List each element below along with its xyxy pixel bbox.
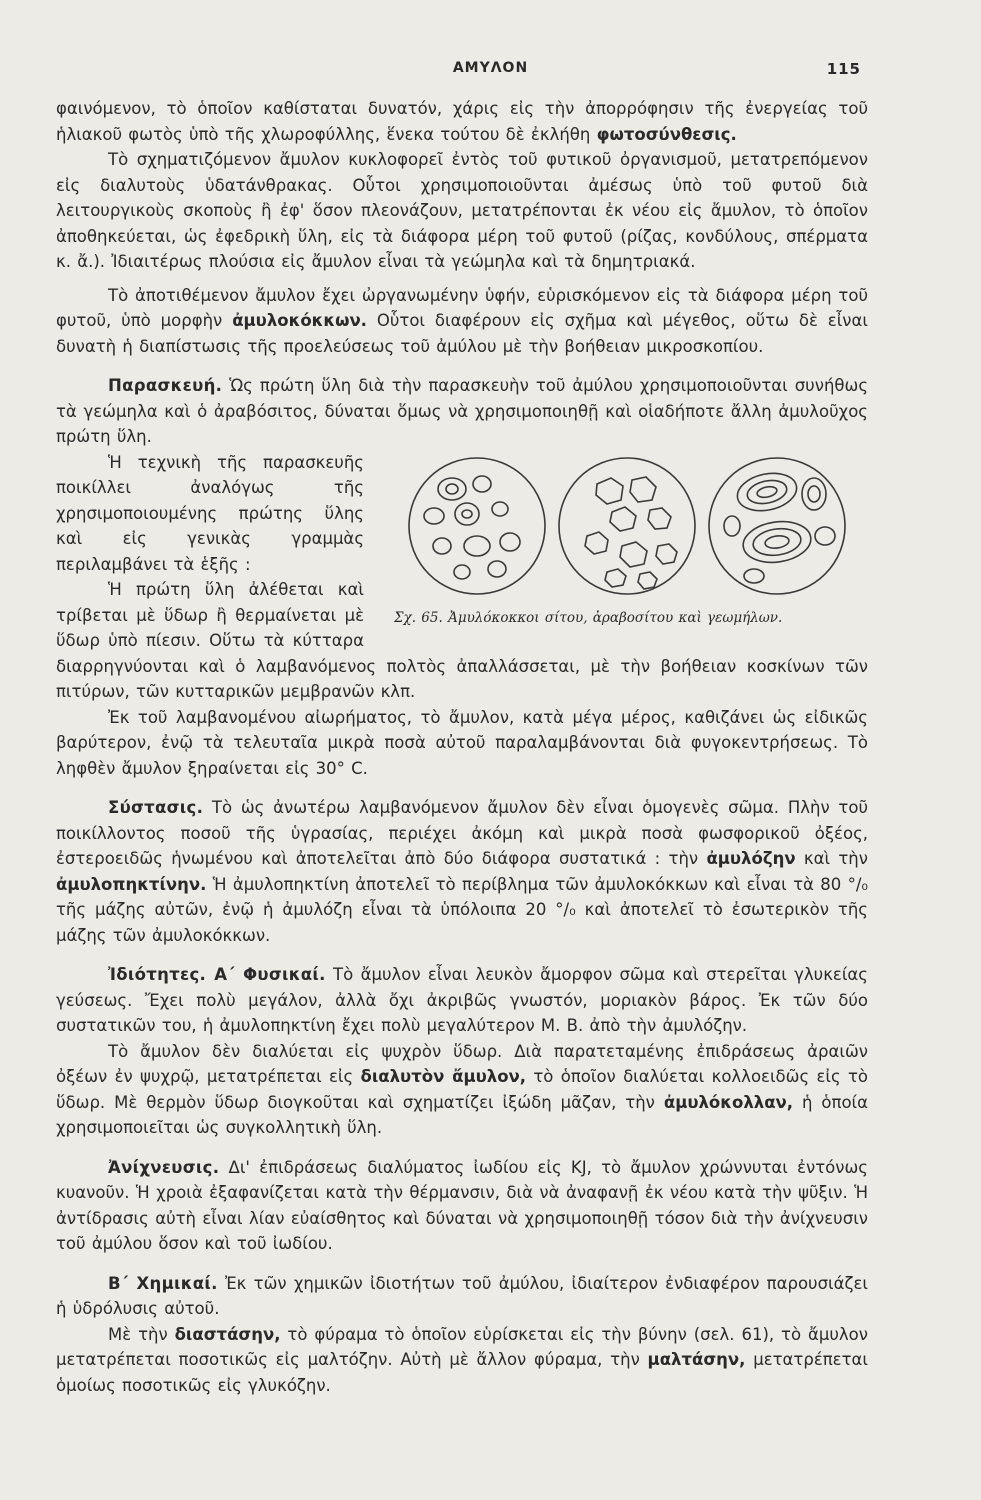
starch-granules-illustration: [382, 454, 882, 604]
paragraph-composition: Σύστασις. Τὸ ὡς ἀνωτέρω λαμβανόμενον ἄμυλον δὲν εἶναι ὁμογενὲς σῶμα. Πλὴν τοῦ ποικίλλοντος ποσοῦ τῆς ὑγρασίας, περιέχει ἀκόμη καὶ μικρὰ ποσὰ φωσφορικοῦ ὀξέος, ἐστεροειδῶς ἡνωμένου καὶ ἀποτελεῖται ἀπὸ δύο διάφορα συστατικά : τὴν ἀμυλόζην καὶ τὴν ἀμυλοπηκτίνην. Ἡ ἀμυλοπηκτίνη ἀποτελεῖ τὸ περίβλημα τῶν ἀμυλοκόκκων καὶ εἶναι τὰ 80 °/₀ τῆς μάζης αὐτῶν, ἐνῷ ἡ ἀμυλόζη εἶναι τὰ ὑπόλοιπα 20 °/₀ καὶ ἀποτελεῖ τὸ ἐσωτερικὸν τῆς μάζης τῶν ἀμυλοκόκκων.: [56, 798, 868, 945]
paragraph-grinding: Ἡ πρώτη ὕλη ἀλέθεται καὶ τρίβεται μὲ ὕδωρ ἢ θερμαίνεται μὲ ὕδωρ ὑπὸ πίεσιν. Οὕτω τὰ κύτταρα διαρρηγνύονται καὶ ὁ λαμβανόμενος πολτὸς ἀπαλλάσσεται, μὲ τὴν βοήθειαν κοσκίνων τῶν πιτύρων, τῶν κυτταρικῶν μεμβρανῶν κλπ.: [56, 580, 868, 701]
section-heading-chemical: Β΄ Χημικαί.: [108, 1273, 218, 1293]
term-soluble-starch: διαλυτὸν ἄμυλον,: [360, 1067, 527, 1086]
term-photosynthesis: φωτοσύνθεσις.: [596, 124, 737, 144]
paragraph-technique: Ἡ τεχνικὴ τῆς παρασκευῆς ποικίλλει ἀναλόγως τῆς χρησιμοποιουμένης πρώτης ὕλης καὶ εἰς γενικὰς γραμμὰς περιλαμβάνει τὰ ἑξῆς :: [56, 452, 364, 574]
term-amylose: ἀμυλόζην: [706, 849, 796, 868]
section-heading-preparation: Παρασκευή.: [108, 376, 223, 395]
paragraph-hydrolysis: Μὲ τὴν διαστάσην, τὸ φύραμα τὸ ὁποῖον εὑρίσκεται εἰς τὴν βύνην (σελ. 61), τὸ ἄμυλον μετατρέπεται ποσοτικῶς εἰς μαλτόζην. Αὐτὴ μὲ ἄλλον φύραμα, τὴν μαλτάσην, μετατρέπεται ὁμοίως ποσοτικῶς εἰς γλυκόζην.: [56, 1324, 868, 1395]
running-title: ΑΜΥΛΟΝ: [452, 60, 529, 76]
figure-starch-granules: [382, 454, 882, 644]
paragraph-1: φαινόμενον, τὸ ὁποῖον καθίσταται δυνατόν, χάρις εἰς τὴν ἀπορρόφησιν τῆς ἐνεργείας τοῦ ἡλιακοῦ φωτὸς ὑπὸ τῆς χλωροφύλλης, ἕνεκα τούτου δὲ ἐκλήθη φωτοσύνθεσις.: [56, 99, 868, 144]
page-body: [56, 96, 868, 1398]
term-amylopectin: ἀμυλοπηκτίνην.: [56, 874, 207, 894]
paragraph-solubility: Τὸ ἄμυλον δὲν διαλύεται εἰς ψυχρὸν ὕδωρ. Διὰ παρατεταμένης ἐπιδράσεως ἀραιῶν ὀξέων ἐν ψυχρῷ, μετατρέπεται εἰς διαλυτὸν ἄμυλον, τὸ ὁποῖον διαλύεται κολλοειδῶς εἰς τὸ ὕδωρ. Μὲ θερμὸν ὕδωρ διογκοῦται καὶ σχηματίζει ἰξώδη μᾶζαν, τὴν ἀμυλόκολλαν, ἡ ὁποία χρησιμοποιεῖται ὡς συγκολλητικὴ ὕλη.: [56, 1041, 869, 1137]
term-starch-granules: ἀμυλοκόκκων.: [232, 311, 367, 330]
page-header: [0, 60, 981, 84]
wheat-granules-circle: [409, 458, 545, 594]
maize-granules-circle: [559, 458, 695, 594]
paragraph-preparation: Παρασκευή. Ὡς πρώτη ὕλη διὰ τὴν παρασκευὴν τοῦ ἀμύλου χρησιμοποιοῦνται συνήθως τὰ γεώμηλα καὶ ὁ ἀραβόσιτος, δύναται ὅμως νὰ χρησιμοποιηθῇ καὶ οἱαδήποτε ἄλλη ἀμυλοῦχος πρώτη ὕλη.: [56, 376, 868, 446]
term-diastase: διαστάσην,: [174, 1324, 281, 1344]
paragraph-2: Τὸ σχηματιζόμενον ἄμυλον κυκλοφορεῖ ἐντὸς τοῦ φυτικοῦ ὀργανισμοῦ, μετατρεπόμενον εἰς διαλυτοὺς ὑδατάνθρακας. Οὗτοι χρησιμοποιοῦνται ἀμέσως ὑπὸ τοῦ φυτοῦ διὰ λειτουργικοὺς σκοποὺς ἢ ἐφ' ὅσον πλεονάζουν, μετατρέπονται ἐκ νέου εἰς ἄμυλον, τὸ ὁποῖον ἀποθηκεύεται, ὡς ἐφεδρικὴ ὕλη, εἰς τὰ διάφορα μέρη τοῦ φυτοῦ (ρίζας, κονδύλους, σπέρματα κ. ἄ.). Ἰδιαιτέρως πλούσια εἰς ἄμυλον εἶναι τὰ γεώμηλα καὶ τὰ δημητριακά.: [56, 150, 868, 271]
figure-caption: Σχ. 65. Ἀμυλόκοκκοι σίτου, ἀραβοσίτου καὶ γεωμήλων.: [394, 609, 783, 626]
paragraph-suspension: Ἐκ τοῦ λαμβανομένου αἰωρήματος, τὸ ἄμυλον, κατὰ μέγα μέρος, καθιζάνει ὡς εἰδικῶς βαρύτερον, ἐνῷ τὰ τελευταῖα μικρὰ ποσὰ αὐτοῦ παραλαμβάνονται διὰ φυγοκεντρήσεως. Τὸ ληφθὲν ἄμυλον ξηραίνεται εἰς 30° C.: [56, 707, 868, 778]
paragraph-3: Τὸ ἀποτιθέμενον ἄμυλον ἔχει ὠργανωμένην ὑφήν, εὑρισκόμενον εἰς τὰ διάφορα μέρη τοῦ φυτοῦ, ὑπὸ μορφὴν ἀμυλοκόκκων. Οὗτοι διαφέρουν εἰς σχῆμα καὶ μέγεθος, οὕτω δὲ εἶναι δυνατὴ ἡ διαπίστωσις τῆς προελεύσεως τοῦ ἀμύλου μὲ τὴν βοήθειαν μικροσκοπίου.: [56, 285, 868, 356]
term-maltase: μαλτάσην,: [647, 1350, 746, 1369]
paragraph-physical-properties: Ἰδιότητες. Α΄ Φυσικαί. Τὸ ἄμυλον εἶναι λευκὸν ἄμορφον σῶμα καὶ στερεῖται γλυκείας γεύσεως. Ἔχει πολὺ μεγάλον, ἀλλὰ ὄχι ἀκριβῶς γνωστόν, μοριακὸν βάρος. Ἐκ τῶν δύο συστατικῶν του, ἡ ἀμυλοπηκτίνη ἔχει πολὺ μεγαλύτερον Μ. Β. ἀπὸ τὴν ἀμυλόζην.: [56, 965, 868, 1035]
term-starch-paste: ἀμυλόκολλαν,: [663, 1092, 794, 1112]
page-number: 115: [826, 60, 861, 78]
section-heading-properties: Ἰδιότητες. Α΄ Φυσικαί.: [108, 965, 326, 984]
paragraph-detection: Ἀνίχνευσις. Δι' ἐπιδράσεως διαλύματος ἰωδίου εἰς KJ, τὸ ἄμυλον χρώννυται ἐντόνως κυανοῦν. Ἡ χροιὰ ἐξαφανίζεται κατὰ τὴν θέρμανσιν, διὰ νὰ ἀναφανῇ ἐκ νέου κατὰ τὴν ψῦξιν. Ἡ ἀντίδρασις αὐτὴ εἶναι λίαν εὐαίσθητος καὶ δύναται νὰ χρησιμοποιηθῇ τόσον διὰ τὴν ἀνίχνευσιν τοῦ ἀμύλου ὅσον καὶ τοῦ ἰωδίου.: [56, 1157, 868, 1253]
section-heading-detection: Ἀνίχνευσις.: [108, 1157, 220, 1177]
paragraph-chemical-properties: Β΄ Χημικαί. Ἐκ τῶν χημικῶν ἰδιοτήτων τοῦ ἀμύλου, ἰδιαίτερον ἐνδιαφέρον παρουσιάζει ἡ ὑδρόλυσις αὐτοῦ.: [56, 1273, 868, 1318]
potato-granules-circle: [709, 458, 845, 594]
section-heading-composition: Σύστασις.: [108, 798, 204, 817]
